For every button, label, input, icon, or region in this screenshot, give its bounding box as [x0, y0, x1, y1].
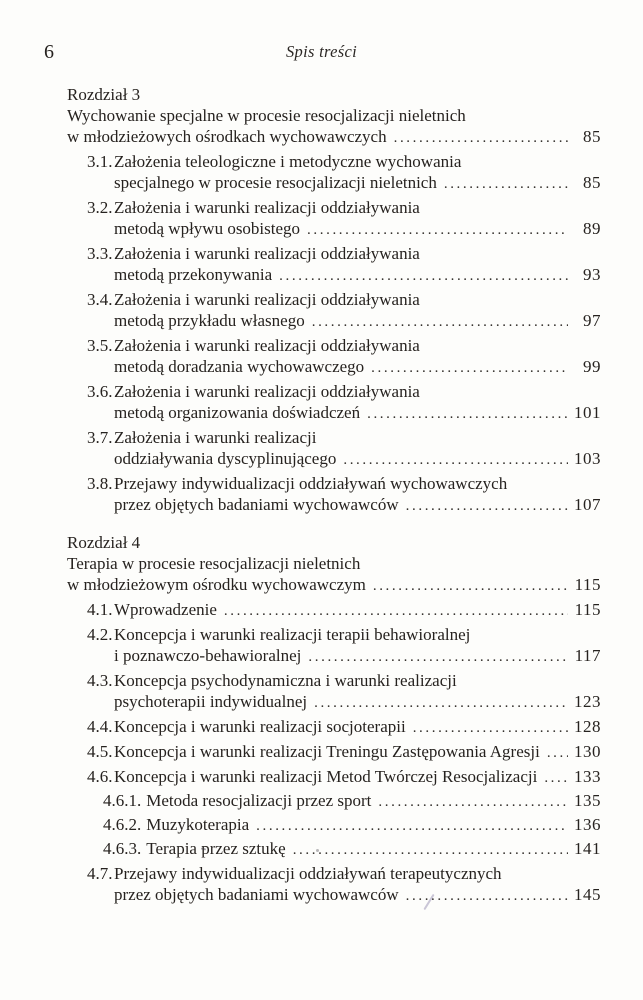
dot-leader [224, 599, 568, 622]
toc-line [67, 105, 601, 126]
dot-leader [413, 716, 568, 739]
dot-leader [406, 494, 568, 517]
toc-page-number: 97 [583, 311, 601, 330]
toc-entry-text: oddziaływania dyscyplinującego [114, 449, 337, 468]
dot-leader [547, 741, 568, 764]
toc-page-number: 135 [574, 791, 601, 810]
toc-entry-text: przez objętych badaniami wychowawców [114, 495, 399, 514]
dot-leader [371, 356, 568, 379]
toc-page-number: 103 [574, 449, 601, 468]
toc-entry-number: 3.7. [87, 428, 113, 447]
running-header: Spis treści [286, 42, 357, 61]
toc-page-number: 85 [583, 127, 601, 146]
toc-entry-text: psychoterapii indywidualnej [114, 692, 308, 711]
toc-line [67, 218, 601, 241]
toc-entry-number: 3.1. [87, 152, 113, 171]
toc-entry-text: specjalnego w procesie resocjalizacji nieletnich [114, 173, 437, 192]
toc-page-number: 85 [583, 173, 601, 192]
toc-line [67, 532, 601, 553]
dot-leader [378, 790, 568, 813]
dot-leader [312, 310, 568, 333]
toc-entry-text: Koncepcja i warunki realizacji socjoterapii [114, 717, 406, 736]
dot-leader [373, 574, 568, 597]
dot-leader [256, 814, 568, 837]
toc-line [67, 884, 601, 907]
toc-entry [67, 741, 601, 764]
toc-entry [67, 716, 601, 739]
toc-entry-number: 4.6.1. [103, 791, 142, 810]
toc-page-number: 128 [574, 717, 601, 736]
toc-entry-text: Terapia w procesie resocjalizacji nieletnich [67, 554, 361, 573]
toc-entry-text: Rozdział 4 [67, 533, 141, 552]
dot-leader [343, 448, 568, 471]
dot-leader [444, 172, 568, 195]
toc-entry-number: 3.2. [87, 198, 113, 217]
toc-entry-number: 4.2. [87, 625, 113, 644]
toc-line [67, 356, 601, 379]
toc-page-number: 145 [574, 885, 601, 904]
toc-entry-number: 4.5. [87, 742, 113, 761]
page-header [0, 42, 643, 66]
toc-entry [67, 624, 601, 645]
toc-entry-text: w młodzieżowym ośrodku wychowawczym [67, 575, 366, 594]
toc-entry-text: Terapia przez sztukę [146, 839, 286, 858]
toc-entry [67, 766, 601, 789]
toc-entry-number: 4.6.3. [103, 839, 142, 858]
toc-entry-text: Założenia i warunki realizacji [114, 428, 317, 447]
toc-line [67, 310, 601, 333]
toc-entry-text: Założenia i warunki realizacji oddziaływania [114, 198, 420, 217]
toc-page-number: 130 [574, 742, 601, 761]
toc-entry-text: Przejawy indywidualizacji oddziaływań terapeutycznych [114, 864, 502, 883]
toc-page-number: 141 [574, 839, 601, 858]
toc-line [67, 84, 601, 105]
toc-entry-text: metodą wpływu osobistego [114, 219, 301, 238]
toc-page-number: 99 [583, 357, 601, 376]
toc-page-number: 123 [574, 692, 601, 711]
toc-entry-text: Koncepcja i warunki realizacji terapii behawioralnej [114, 625, 471, 644]
dot-leader [544, 766, 568, 789]
toc-entry-number: 4.1. [87, 600, 113, 619]
dot-leader [394, 126, 568, 149]
toc-line [67, 126, 601, 149]
toc-line [67, 691, 601, 714]
toc-entry-text: i poznawczo-behawioralnej [114, 646, 302, 665]
toc-entry [67, 381, 601, 402]
toc-section [67, 84, 601, 517]
toc-entry-text: Wychowanie specjalne w procesie resocjalizacji nieletnich [67, 106, 466, 125]
toc-entry [67, 863, 601, 884]
toc-entry-text: Założenia teleologiczne i metodyczne wychowania [114, 152, 462, 171]
dot-leader [367, 402, 568, 425]
dot-leader [406, 884, 568, 907]
toc-entry [67, 151, 601, 172]
toc-page-number: 115 [574, 575, 601, 594]
toc-entry-text: Przejawy indywidualizacji oddziaływań wychowawczych [114, 474, 508, 493]
toc-line [67, 172, 601, 195]
dot-leader [307, 218, 568, 241]
toc-entry-text: Rozdział 3 [67, 85, 141, 104]
dot-leader [293, 838, 568, 861]
toc-page-number: 101 [574, 403, 601, 422]
toc-entry [67, 599, 601, 622]
toc-line [67, 448, 601, 471]
dot-leader [314, 691, 568, 714]
toc-entry-text: metodą przykładu własnego [114, 311, 305, 330]
toc-page-number: 107 [574, 495, 601, 514]
toc-page-number: 136 [574, 815, 601, 834]
toc-section [67, 532, 601, 907]
table-of-contents [67, 84, 601, 907]
toc-entry [67, 427, 601, 448]
toc-entry [67, 790, 601, 813]
toc-entry-text: Muzykoterapia [146, 815, 250, 834]
toc-entry-text: Założenia i warunki realizacji oddziaływania [114, 290, 420, 309]
toc-entry-text: Koncepcja i warunki realizacji Treningu Zastępowania Agresji [114, 742, 540, 761]
toc-entry-number: 4.3. [87, 671, 113, 690]
toc-entry-text: Metoda resocjalizacji przez sport [146, 791, 372, 810]
page-number: 6 [44, 41, 55, 63]
toc-entry-text: metodą przekonywania [114, 265, 273, 284]
toc-entry-text: Wprowadzenie [114, 600, 217, 619]
toc-line [67, 645, 601, 668]
toc-entry [67, 838, 601, 861]
toc-entry-number: 4.4. [87, 717, 113, 736]
toc-entry-text: metodą organizowania doświadczeń [114, 403, 361, 422]
toc-entry [67, 335, 601, 356]
toc-entry-text: przez objętych badaniami wychowawców [114, 885, 399, 904]
toc-line [67, 553, 601, 574]
toc-entry-text: Założenia i warunki realizacji oddziaływania [114, 382, 420, 401]
toc-entry-text: w młodzieżowych ośrodkach wychowawczych [67, 127, 387, 146]
toc-entry-text: metodą doradzania wychowawczego [114, 357, 365, 376]
toc-entry-number: 3.3. [87, 244, 113, 263]
toc-page-number: 93 [583, 265, 601, 284]
toc-page-number: 133 [574, 767, 601, 786]
toc-page-number: 117 [574, 646, 601, 665]
toc-entry [67, 289, 601, 310]
toc-line [67, 574, 601, 597]
toc-entry-text: Założenia i warunki realizacji oddziaływania [114, 336, 420, 355]
toc-entry-text: Koncepcja i warunki realizacji Metod Twórczej Resocjalizacji [114, 767, 538, 786]
toc-entry [67, 473, 601, 494]
toc-entry-number: 3.8. [87, 474, 113, 493]
toc-entry [67, 197, 601, 218]
toc-entry-number: 4.6.2. [103, 815, 142, 834]
toc-line [67, 264, 601, 287]
dot-leader [279, 264, 568, 287]
toc-entry [67, 814, 601, 837]
toc-entry-text: Koncepcja psychodynamiczna i warunki realizacji [114, 671, 457, 690]
toc-entry-number: 4.6. [87, 767, 113, 786]
toc-entry-text: Założenia i warunki realizacji oddziaływania [114, 244, 420, 263]
toc-entry-number: 3.4. [87, 290, 113, 309]
toc-page-number: 89 [583, 219, 601, 238]
toc-line [67, 494, 601, 517]
toc-entry-number: 3.6. [87, 382, 113, 401]
toc-entry [67, 243, 601, 264]
dot-leader [308, 645, 568, 668]
toc-page-number: 115 [574, 600, 601, 619]
toc-entry [67, 670, 601, 691]
toc-entry-number: 4.7. [87, 864, 113, 883]
toc-line [67, 402, 601, 425]
toc-entry-number: 3.5. [87, 336, 113, 355]
